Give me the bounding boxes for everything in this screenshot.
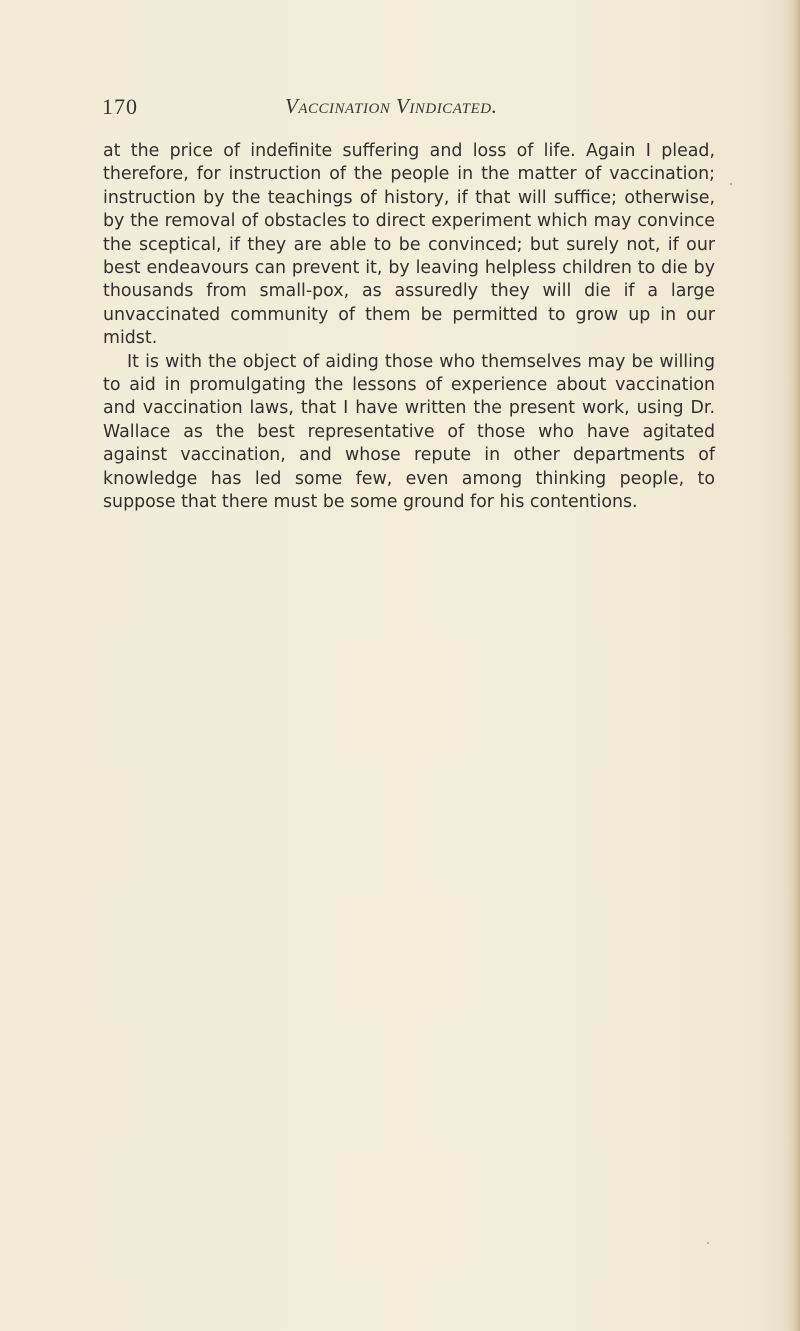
paper-speck xyxy=(707,1242,709,1244)
paper-speck xyxy=(730,183,732,185)
body-text xyxy=(103,140,715,515)
running-head xyxy=(102,94,702,122)
running-title: Vaccination Vindicated. xyxy=(285,94,498,118)
page-edge-shadow xyxy=(786,0,800,1331)
page-number: 170 xyxy=(102,94,138,119)
paragraph-object-of-work: It is with the object of aiding those who themselves may be willing to aid in promulgating the lessons of experience about vaccination and vaccination laws, that I have written the present work, using Dr. Wallace as the best representative of those who have agitated against vaccination, and whose repute in other departments of knowledge has led some few, even among thinking people, to suppose that there must be some ground for his contentions. xyxy=(103,351,715,513)
paragraph-continuation: at the price of indefinite suffering and loss of life. Again I plead, therefore, for instruction of the people in the matter of vaccination; instruction by the teachings of history, if that will suffice; otherwise, by the removal of obstacles to direct experiment which may convince the sceptical, if they are able to be convinced; but surely not, if our best endeavours can prevent it, by leaving helpless children to die by thousands from small-pox, as assuredly they will die if a large unvaccinated community of them be permitted to grow up in our midst. xyxy=(103,141,715,349)
